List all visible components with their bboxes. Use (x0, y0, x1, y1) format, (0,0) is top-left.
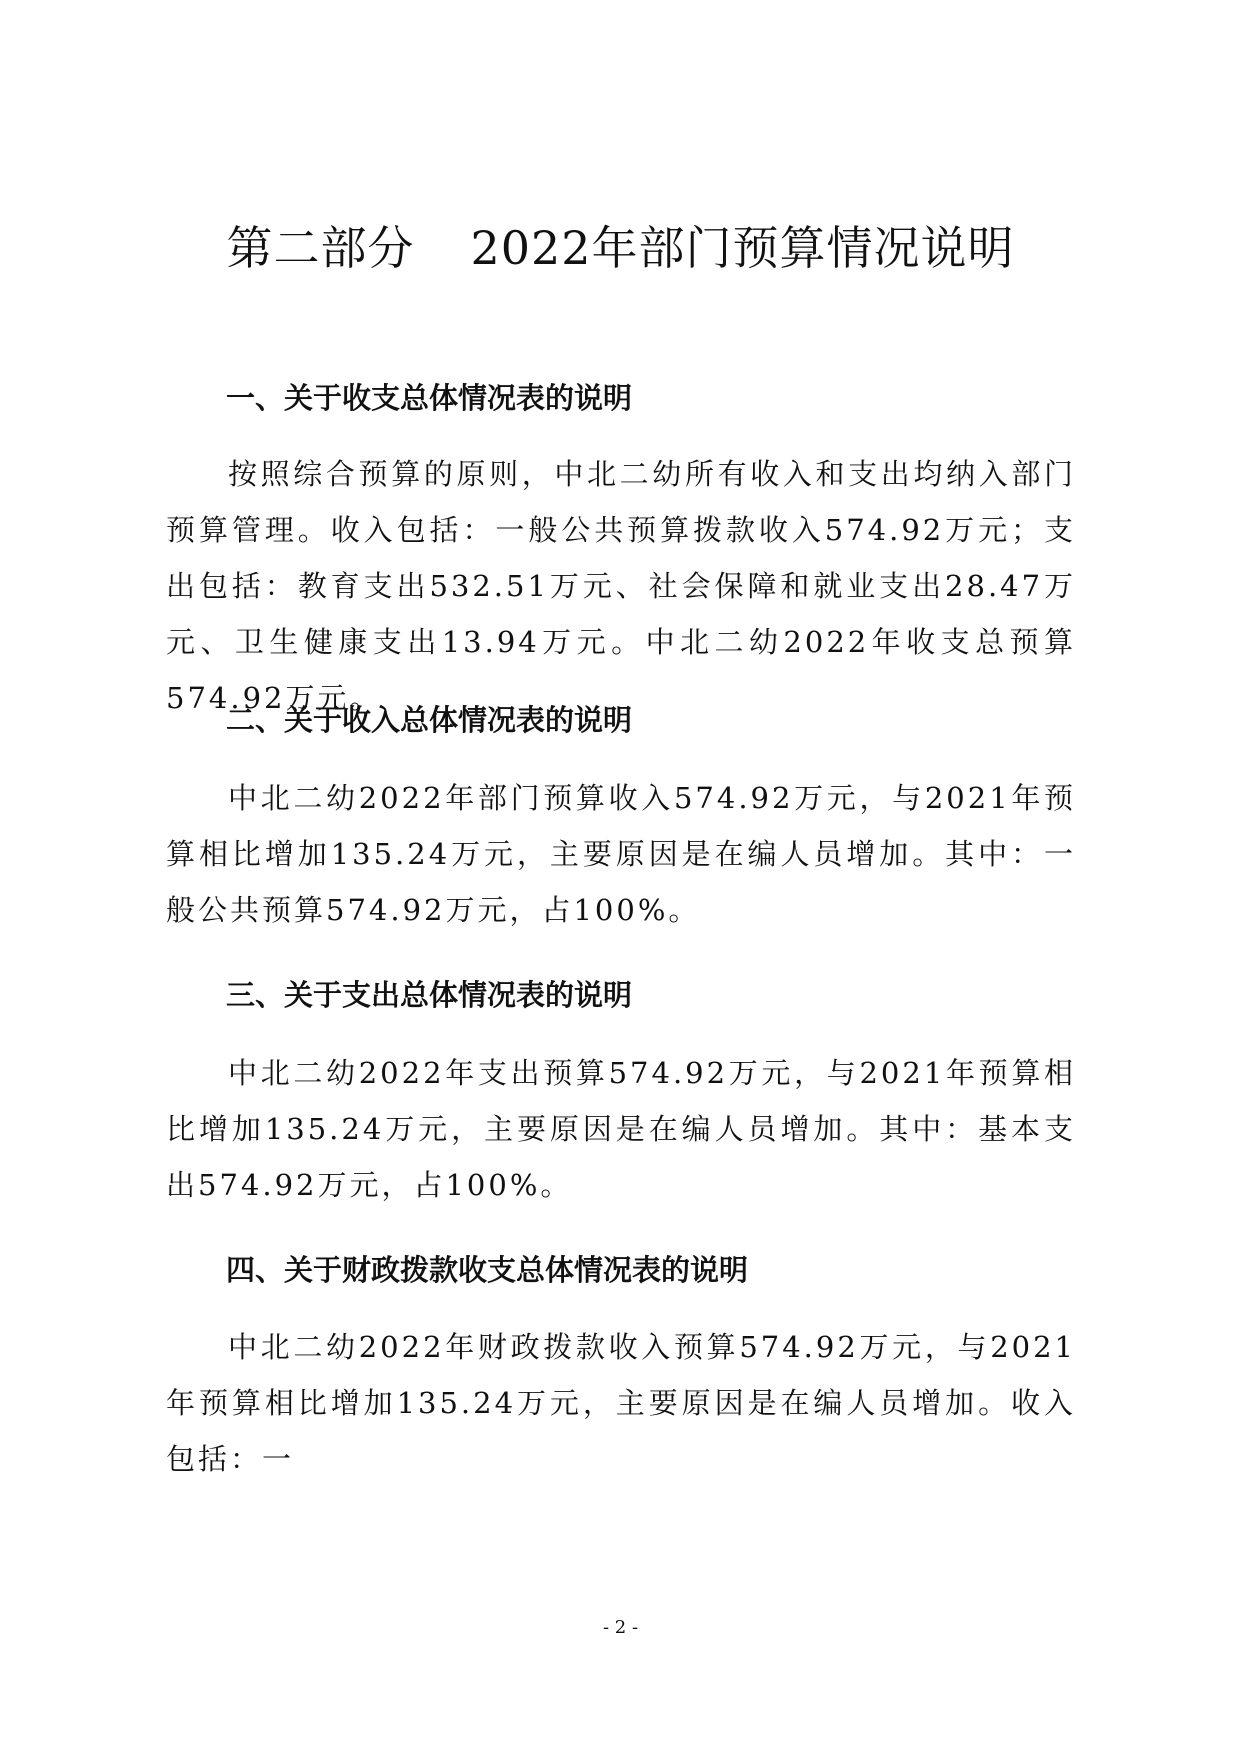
section-heading-2: 二、关于收入总体情况表的说明 (226, 703, 633, 737)
title-part: 第二部分 (226, 221, 415, 275)
section-body-1: 按照综合预算的原则，中北二幼所有收入和支出均纳入部门预算管理。收入包括：一般公共预算拨款收入574.92万元；支出包括：教育支出532.51万元、社会保障和就业支出28.47万元、卫生健康支出13.94万元。中北二幼2022年收支总预算574.92万元。 (166, 457, 1076, 715)
section-heading-3: 三、关于支出总体情况表的说明 (226, 978, 633, 1012)
section-heading-1: 一、关于收支总体情况表的说明 (226, 381, 633, 415)
section-body-2: 中北二幼2022年部门预算收入574.92万元，与2021年预算相比增加135.24万元，主要原因是在编人员增加。其中：一般公共预算574.92万元，占100%。 (166, 781, 1076, 927)
title-main: 2022年部门预算情况说明 (470, 221, 1015, 275)
section-heading-4: 四、关于财政拨款收支总体情况表的说明 (226, 1253, 749, 1287)
section-body-3: 中北二幼2022年支出预算574.92万元，与2021年预算相比增加135.24万元，主要原因是在编人员增加。其中：基本支出574.92万元，占100%。 (166, 1056, 1076, 1202)
page-title (0, 218, 1241, 278)
page-number: - 2 - (602, 1617, 639, 1638)
section-body-4: 中北二幼2022年财政拨款收入预算574.92万元，与2021年预算相比增加135.24万元，主要原因是在编人员增加。收入包括：一 (166, 1330, 1076, 1476)
